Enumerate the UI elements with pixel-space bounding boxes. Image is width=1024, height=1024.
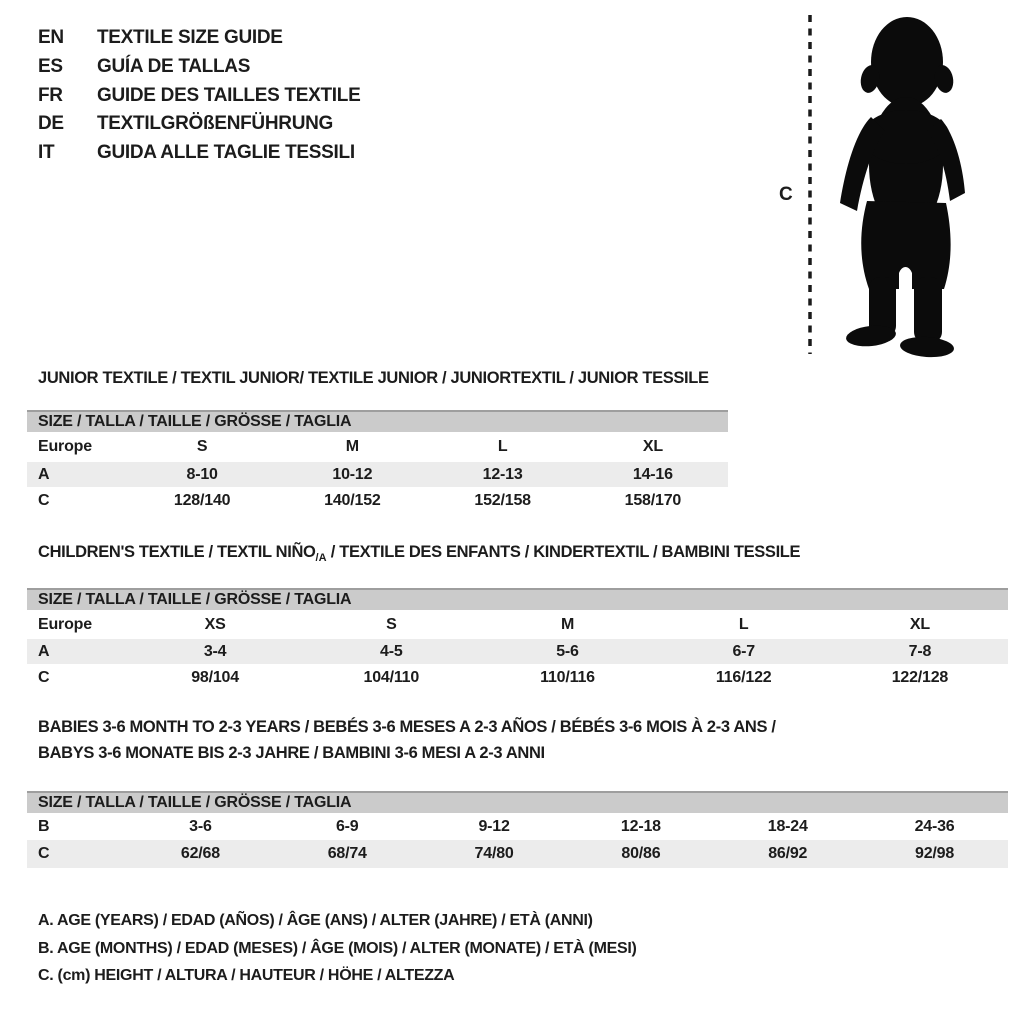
size-header-label: SIZE / TALLA / TAILLE / GRÖSSE / TAGLIA xyxy=(38,591,352,608)
age-cell: 6-9 xyxy=(335,817,359,835)
footnote-legend xyxy=(38,907,637,990)
age-cell: 24-36 xyxy=(914,817,955,835)
size-header-bar xyxy=(27,791,1008,813)
row-label: Europe xyxy=(38,438,92,455)
babies-title-line2: BABYS 3-6 MONATE BIS 2-3 JAHRE / BAMBINI 3-6 MESI A 2-3 ANNI xyxy=(38,744,545,762)
height-cell: 80/86 xyxy=(621,845,661,862)
row-label: C xyxy=(38,669,50,686)
age-cell: 4-5 xyxy=(380,642,403,660)
language-row-en xyxy=(38,24,360,53)
size-cell: S xyxy=(196,438,208,455)
row-label: A xyxy=(38,465,50,483)
size-cell: XL xyxy=(909,615,930,633)
size-cell: S xyxy=(386,615,397,633)
age-cell: 5-6 xyxy=(556,642,579,660)
age-cell: 10-12 xyxy=(332,465,373,483)
size-header-label: SIZE / TALLA / TAILLE / GRÖSSE / TAGLIA xyxy=(38,794,352,811)
language-title: TEXTILGRÖßENFÜHRUNG xyxy=(97,113,334,135)
age-cell: 8-10 xyxy=(186,465,218,483)
children-size-table xyxy=(27,588,1008,692)
table-row-age-months xyxy=(27,813,1008,840)
language-title: TEXTILE SIZE GUIDE xyxy=(97,27,283,48)
size-header-bar xyxy=(27,588,1008,610)
table-row-height xyxy=(27,664,1008,692)
children-title-post: / TEXTILE DES ENFANTS / KINDERTEXTIL / BAMBINI TESSILE xyxy=(326,543,801,561)
size-cell: M xyxy=(560,615,575,633)
row-label: B xyxy=(38,817,50,835)
language-title-list xyxy=(38,24,360,168)
height-cell: 158/170 xyxy=(624,492,682,509)
language-code: EN xyxy=(38,27,64,48)
language-title: GUIDA ALLE TAGLIE TESSILI xyxy=(97,142,355,164)
size-header-label: SIZE / TALLA / TAILLE / GRÖSSE / TAGLIA xyxy=(38,413,352,430)
table-row-europe xyxy=(27,432,728,462)
age-cell: 7-8 xyxy=(908,642,932,660)
row-label: A xyxy=(38,642,50,660)
row-label: Europe xyxy=(38,615,92,633)
height-cell: 86/92 xyxy=(768,845,808,862)
language-row-es xyxy=(38,53,360,82)
height-cell: 68/74 xyxy=(327,845,367,862)
language-code: IT xyxy=(38,142,55,164)
footnote-age-years: A. AGE (YEARS) / EDAD (AÑOS) / ÂGE (ANS) / ALTER (JAHRE) / ETÀ (ANNI) xyxy=(38,912,593,929)
height-cell: 74/80 xyxy=(474,845,514,862)
age-cell: 3-6 xyxy=(189,817,212,835)
baby-silhouette xyxy=(840,17,965,359)
size-cell: M xyxy=(345,438,359,455)
babies-section-title xyxy=(38,714,776,766)
row-label: C xyxy=(38,845,50,862)
height-cell: 92/98 xyxy=(915,845,955,862)
language-row-it xyxy=(38,139,360,168)
footnote-height-cm: C. (cm) HEIGHT / ALTURA / HAUTEUR / HÖHE / ALTEZZA xyxy=(38,967,455,985)
age-cell: 14-16 xyxy=(632,465,673,483)
age-cell: 12-18 xyxy=(620,817,661,835)
age-cell: 9-12 xyxy=(478,817,510,835)
height-cell: 140/152 xyxy=(324,492,381,509)
age-cell: 12-13 xyxy=(482,465,523,483)
language-title: GUÍA DE TALLAS xyxy=(97,55,251,77)
size-cell: L xyxy=(738,615,749,633)
babies-title-line1: BABIES 3-6 MONTH TO 2-3 YEARS / BEBÉS 3-6 MESES A 2-3 AÑOS / BÉBÉS 3-6 MOIS À 2-3 ANS / xyxy=(38,718,776,736)
children-title-pre: CHILDREN'S TEXTILE / TEXTIL NIÑO xyxy=(38,543,316,561)
size-header-bar xyxy=(27,410,728,432)
size-cell: XS xyxy=(204,615,226,633)
junior-size-table xyxy=(27,410,728,515)
height-cell: 116/122 xyxy=(715,669,772,686)
language-row-de xyxy=(38,110,360,139)
language-code: DE xyxy=(38,113,64,135)
height-cell: 104/110 xyxy=(363,669,420,686)
table-row-age xyxy=(27,639,1008,664)
table-row-height xyxy=(27,487,728,515)
language-row-fr xyxy=(38,82,360,111)
language-code: FR xyxy=(38,84,63,106)
height-cell: 128/140 xyxy=(173,492,231,509)
junior-section-title: JUNIOR TEXTILE / TEXTIL JUNIOR/ TEXTILE JUNIOR / JUNIORTEXTIL / JUNIOR TESSILE xyxy=(38,369,709,387)
height-cell: 122/128 xyxy=(891,669,949,686)
size-cell: L xyxy=(497,438,508,455)
children-section-title xyxy=(38,543,800,564)
row-label: C xyxy=(38,492,50,509)
age-cell: 3-4 xyxy=(203,642,227,660)
size-cell: XL xyxy=(642,438,663,455)
language-title: GUIDE DES TAILLES TEXTILE xyxy=(97,84,361,106)
children-title-sub: /A xyxy=(315,552,327,564)
height-cell: 62/68 xyxy=(180,845,220,862)
age-cell: 18-24 xyxy=(767,817,808,835)
height-cell: 98/104 xyxy=(191,669,239,686)
table-row-height xyxy=(27,840,1008,868)
height-cell: 110/116 xyxy=(540,669,595,686)
height-marker-label: C xyxy=(779,184,793,205)
age-cell: 6-7 xyxy=(732,642,755,660)
babies-size-table xyxy=(27,791,1008,868)
language-code: ES xyxy=(38,55,63,77)
table-row-europe xyxy=(27,610,1008,639)
baby-silhouette-figure xyxy=(803,5,983,361)
table-row-age xyxy=(27,462,728,487)
footnote-age-months: B. AGE (MONTHS) / EDAD (MESES) / ÂGE (MOIS) / ALTER (MONATE) / ETÀ (MESI) xyxy=(38,939,637,957)
height-cell: 152/158 xyxy=(474,492,531,509)
